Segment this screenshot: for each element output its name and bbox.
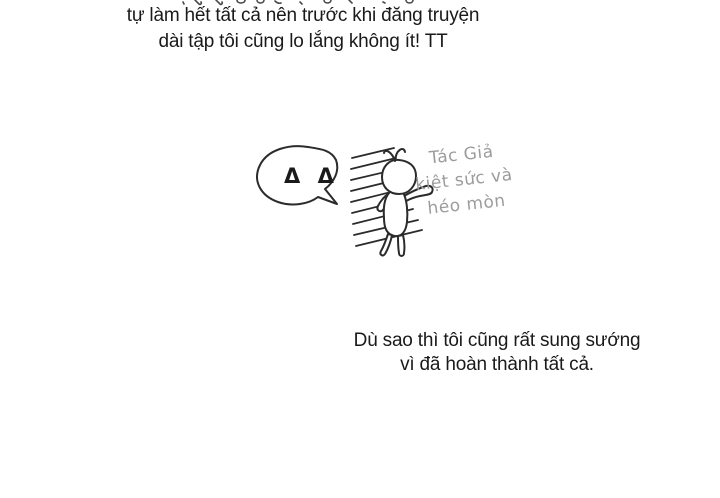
narration-bottom-line-1: Dù sao thì tôi cũng rất sung sướng <box>353 330 641 351</box>
figure-hair-sprout <box>384 149 405 161</box>
figure-torso <box>384 189 408 236</box>
figure-left-leg <box>380 234 392 255</box>
speech-bubble-glyphs: Δ Δ <box>284 164 339 188</box>
narration-bottom-line-2: vì đã hoàn thành tất cả. <box>400 354 594 375</box>
caption-line-1: Tác Giả <box>428 141 495 169</box>
narration-bottom <box>354 329 641 377</box>
narration-top <box>127 3 479 55</box>
narration-top-line-2: dài tập tôi cũng lo lắng không ít! TT <box>158 31 448 52</box>
caption-line-3: héo mòn <box>426 190 507 219</box>
figure-right-leg <box>398 235 404 256</box>
doodle-caption <box>404 137 523 223</box>
narration-top-line-1: tự làm hết tất cả nên trước khi đăng truyện <box>126 5 480 26</box>
caption-line-2: kiệt sức và <box>414 164 514 196</box>
